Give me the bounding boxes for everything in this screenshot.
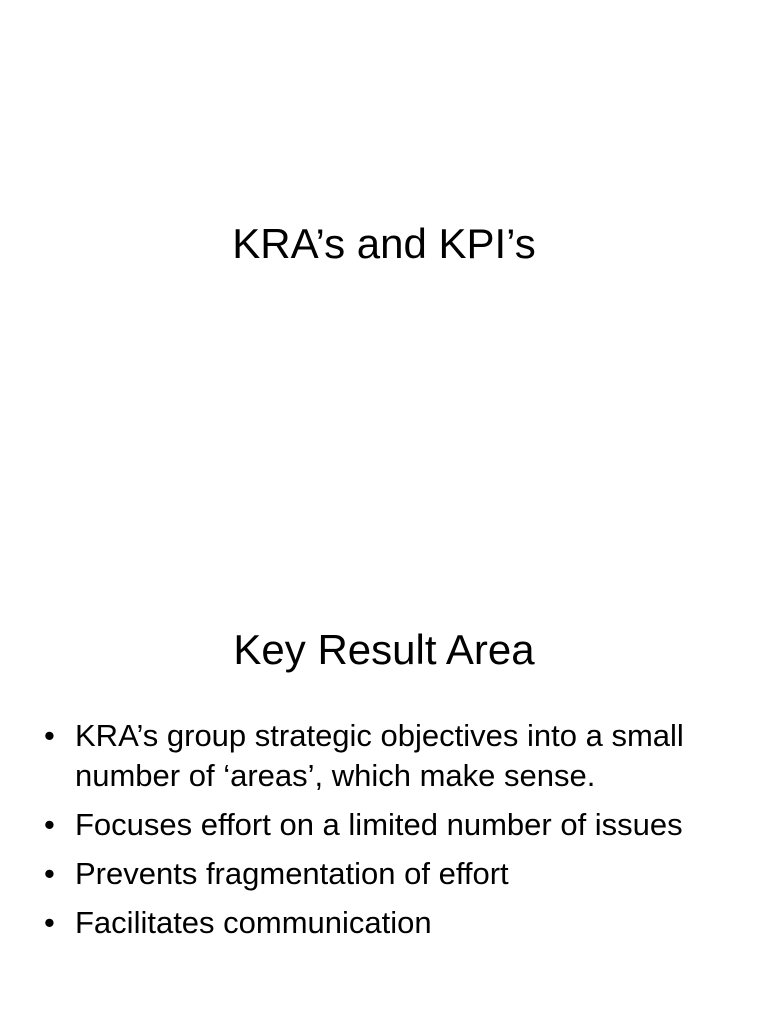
bullet-list: [44, 716, 744, 952]
bullet-text: Prevents fragmentation of effort: [75, 856, 509, 891]
bullet-icon: •: [44, 905, 55, 940]
bullet-text: KRA’s group strategic objectives into a small number of ‘areas’, which make sense.: [75, 718, 684, 793]
bullet-icon: •: [44, 856, 55, 891]
bullet-item: [44, 854, 744, 894]
bullet-text: Facilitates communication: [75, 905, 432, 940]
bullet-item: [44, 805, 744, 845]
bullet-item: [44, 716, 744, 796]
bullet-text: Focuses effort on a limited number of issues: [75, 807, 683, 842]
slide-key-result-area: [0, 512, 768, 1024]
slide-title: KRA’s and KPI’s: [232, 220, 536, 267]
bullet-icon: •: [44, 807, 55, 842]
bullet-item: [44, 903, 744, 943]
bullet-icon: •: [44, 718, 55, 753]
slide-heading: Key Result Area: [233, 626, 535, 673]
